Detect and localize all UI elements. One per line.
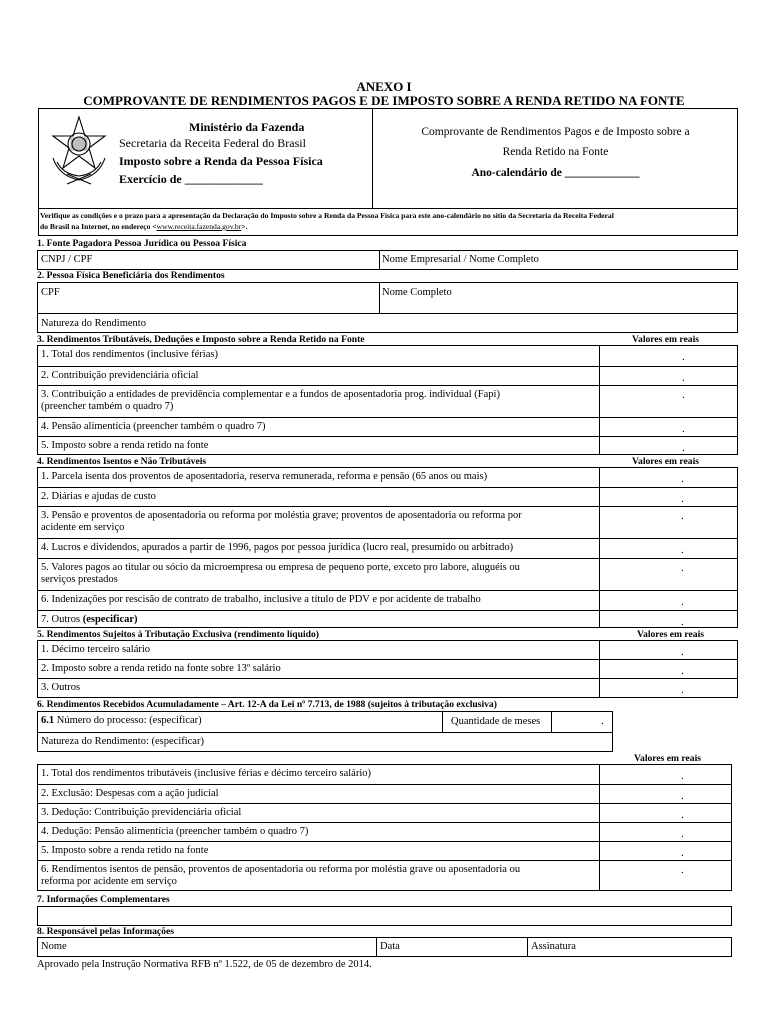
s4-row-5-value-field[interactable] xyxy=(599,558,738,591)
s4-row-5-label-line2: serviços prestados xyxy=(41,574,118,585)
s6-row-1-value-field[interactable] xyxy=(599,764,732,785)
s3-row-2-value-field[interactable] xyxy=(599,366,738,386)
s5-row-3-text: 3. Outros xyxy=(41,682,81,693)
s4-row-2-value-field[interactable] xyxy=(599,487,738,507)
receita-link[interactable]: www.receita.fazenda.gov.br xyxy=(156,222,242,231)
s6-row-5-value: . xyxy=(681,847,684,859)
s3-row-1-label xyxy=(41,349,218,361)
date-label: Data xyxy=(380,941,400,952)
section3-title: 3. Rendimentos Tributáveis, Deduções e Imposto sobre a Renda Retido na Fonte xyxy=(37,334,365,345)
s5-row-3-value-field[interactable] xyxy=(599,678,738,698)
s5-row-3-label xyxy=(41,682,80,694)
responsible-name-field[interactable] xyxy=(37,937,377,957)
ministry-name: Ministério da Fazenda xyxy=(189,120,305,134)
s5-row-2-label xyxy=(41,663,281,675)
s3-row-4-label xyxy=(41,421,266,433)
s5-row-2-value-field[interactable] xyxy=(599,659,738,679)
cnpj-label: CNPJ / CPF xyxy=(41,254,93,265)
s6-row-4-value: . xyxy=(681,828,684,840)
s4-row-4-text: 4. Lucros e dividendos, apurados a partir de 1996, pagos por pessoa jurídica (lucro real, presumido ou arbitrado) xyxy=(41,542,514,553)
income-nature-label: Natureza do Rendimento xyxy=(41,318,146,329)
beneficiary-name-label: Nome Completo xyxy=(382,287,452,298)
section6-values-label: Valores em reais xyxy=(634,753,701,764)
s5-row-1-value-field[interactable] xyxy=(599,640,738,660)
s6-row-5-value-field[interactable] xyxy=(599,841,732,861)
s3-row-5-value: . xyxy=(682,442,685,454)
s3-row-4-value: . xyxy=(682,423,685,435)
s4-row-1-text: 1. Parcela isenta dos proventos de aposentadoria, reserva remunerada, reforma e pensão (65 anos ou mais) xyxy=(41,471,488,482)
s6-row-6-label xyxy=(41,864,520,876)
section5-title: 5. Rendimentos Sujeitos à Tributação Exclusiva (rendimento líquido) xyxy=(37,629,319,640)
s4-row-4-value: . xyxy=(681,544,684,556)
s4-row-2-label xyxy=(41,491,156,503)
section4-title: 4. Rendimentos Isentos e Não Tributáveis xyxy=(37,456,207,467)
calendar-year-field: Ano-calendário de _____________ xyxy=(471,167,640,179)
s6-row-2-value: . xyxy=(681,790,684,802)
s4-row-7-value: . xyxy=(681,616,684,628)
notice-text-suffix: >. xyxy=(241,222,248,231)
receipt-title-line2: Renda Retido na Fonte xyxy=(502,146,609,158)
s3-row-3-label-line2: (preencher também o quadro 7) xyxy=(41,401,174,412)
s4-row-6-label xyxy=(41,594,481,606)
s4-row-1-value: . xyxy=(681,473,684,485)
s3-row-3-value: . xyxy=(682,389,685,401)
s3-row-2-value: . xyxy=(682,372,685,384)
accumulated-nature-label: Natureza do Rendimento: (especificar) xyxy=(41,736,204,747)
s4-row-4-label xyxy=(41,542,513,554)
s4-row-4-value-field[interactable] xyxy=(599,538,738,559)
form-title: COMPROVANTE DE RENDIMENTOS PAGOS E DE IMPOSTO SOBRE A RENDA RETIDO NA FONTE xyxy=(83,93,685,108)
signature-label: Assinatura xyxy=(531,941,576,952)
exercise-field: Exercício de _____________ xyxy=(119,172,263,186)
s6-row-6-text: 6. Rendimentos isentos de pensão, proventos de aposentadoria ou reforma por moléstia grave ou aposentadoria ou xyxy=(41,864,521,875)
s3-row-2-label xyxy=(41,370,198,382)
s5-row-1-text: 1. Décimo terceiro salário xyxy=(41,644,151,655)
receipt-title-line1: Comprovante de Rendimentos Pagos e de Imposto sobre a xyxy=(421,126,690,138)
section5-values-label: Valores em reais xyxy=(637,629,704,640)
s6-row-3-label xyxy=(41,807,241,819)
months-value: . xyxy=(601,715,604,727)
s4-row-1-value-field[interactable] xyxy=(599,467,738,488)
s6-row-6-value-field[interactable] xyxy=(599,860,732,891)
s6-row-2-value-field[interactable] xyxy=(599,784,732,804)
beneficiary-cpf-label: CPF xyxy=(41,287,60,298)
s6-row-6-value: . xyxy=(681,864,684,876)
tax-name: Imposto sobre a Renda da Pessoa Física xyxy=(119,154,323,168)
notice-text-prefix: do Brasil na Internet, no endereço < xyxy=(40,222,157,231)
beneficiary-cpf-field[interactable] xyxy=(37,282,380,314)
s4-row-5-label xyxy=(41,562,520,574)
s6-row-1-value: . xyxy=(681,770,684,782)
section8-title: 8. Responsável pelas Informações xyxy=(37,926,174,937)
process-number-code: 6.1 xyxy=(41,715,55,726)
secretariat-name: Secretaria da Receita Federal do Brasil xyxy=(119,136,306,150)
s4-row-2-text: 2. Diárias e ajudas de custo xyxy=(41,491,156,502)
s6-row-1-label xyxy=(41,768,371,780)
section3-values-label: Valores em reais xyxy=(632,334,699,345)
s6-row-3-value-field[interactable] xyxy=(599,803,732,823)
s6-row-2-label xyxy=(41,788,219,800)
section2-title: 2. Pessoa Física Beneficiária dos Rendimentos xyxy=(37,270,225,281)
s4-row-6-value-field[interactable] xyxy=(599,590,738,611)
notice-text-line2 xyxy=(40,222,247,232)
s5-row-2-text: 2. Imposto sobre a renda retido na fonte sobre 13º salário xyxy=(41,663,281,674)
s6-row-5-text: 5. Imposto sobre a renda retido na fonte xyxy=(41,845,209,856)
s3-row-3-value-field[interactable] xyxy=(599,385,738,418)
s3-row-4-text: 4. Pensão alimentícia (preencher também o quadro 7) xyxy=(41,421,266,432)
s6-row-3-value: . xyxy=(681,809,684,821)
s4-row-3-value-field[interactable] xyxy=(599,506,738,539)
section6-title: 6. Rendimentos Recebidos Acumuladamente – Art. 12-A da Lei nº 7.713, de 1988 (sujeitos à tributação exclusiva) xyxy=(37,699,497,710)
s6-row-1-text: 1. Total dos rendimentos tributáveis (inclusive férias e décimo terceiro salário) xyxy=(41,768,372,779)
s6-row-4-value-field[interactable] xyxy=(599,822,732,842)
section1-title: 1. Fonte Pagadora Pessoa Jurídica ou Pessoa Física xyxy=(37,238,247,249)
s4-row-3-value: . xyxy=(681,510,684,522)
s3-row-1-value-field[interactable] xyxy=(599,345,738,367)
s6-row-4-label xyxy=(41,826,308,838)
s3-row-5-text: 5. Imposto sobre a renda retido na fonte xyxy=(41,440,209,451)
s4-row-3-text: 3. Pensão e proventos de aposentadoria ou reforma por moléstia grave; proventos de aposentadoria ou reforma por xyxy=(41,510,522,521)
s5-row-1-value: . xyxy=(681,646,684,658)
s6-row-3-text: 3. Dedução: Contribuição previdenciária oficial xyxy=(41,807,242,818)
coat-of-arms-icon xyxy=(45,114,113,186)
s4-row-7-value-field[interactable] xyxy=(599,610,738,628)
s5-row-3-value: . xyxy=(681,684,684,696)
s4-row-5-text: 5. Valores pagos ao titular ou sócio da microempresa ou empresa de pequeno porte, exceto pro labore, aluguéis ou xyxy=(41,562,520,573)
s6-row-2-text: 2. Exclusão: Despesas com a ação judicial xyxy=(41,788,219,799)
s5-row-3-label-cell xyxy=(37,678,600,698)
s4-row-7-specify: (especificar) xyxy=(82,614,138,625)
s6-row-5-label xyxy=(41,845,208,857)
s5-row-2-value: . xyxy=(681,665,684,677)
s3-row-5-label xyxy=(41,440,208,452)
s5-row-1-label xyxy=(41,644,150,656)
process-number-text: Número do processo: (especificar) xyxy=(54,715,202,726)
approval-footer: Aprovado pela Instrução Normativa RFB nº 1.522, de 05 de dezembro de 2014. xyxy=(37,959,372,970)
process-number-label xyxy=(41,715,202,727)
s3-row-4-value-field[interactable] xyxy=(599,417,738,437)
s4-row-5-value: . xyxy=(681,562,684,574)
s4-row-3-label-line2: acidente em serviço xyxy=(41,522,125,533)
complementary-info-field[interactable] xyxy=(37,906,732,926)
s4-row-7-text: 7. Outros xyxy=(41,614,83,625)
s3-row-2-text: 2. Contribuição previdenciária oficial xyxy=(41,370,199,381)
s4-row-1-label xyxy=(41,471,487,483)
s6-row-4-text: 4. Dedução: Pensão alimentícia (preencher também o quadro 7) xyxy=(41,826,309,837)
s3-row-3-label xyxy=(41,389,500,401)
months-label: Quantidade de meses xyxy=(451,716,541,727)
s4-row-6-value: . xyxy=(681,596,684,608)
s4-row-2-value: . xyxy=(681,493,684,505)
s4-row-3-label xyxy=(41,510,522,522)
annex-label: ANEXO I xyxy=(356,79,412,94)
notice-text-line1: Verifique as condições e o prazo para a apresentação da Declaração do Imposto sobre a Renda da Pessoa Física para este ano-calendário no sítio da Secretaria da Receita Federal xyxy=(40,211,614,220)
responsible-name-label: Nome xyxy=(41,941,67,952)
s3-row-3-text: 3. Contribuição a entidades de previdência complementar e a fundos de aposentadoria prog. individual (Fapi) xyxy=(41,389,500,400)
s6-row-6-label-line2: reforma por acidente em serviço xyxy=(41,876,177,887)
section7-title: 7. Informações Complementares xyxy=(37,894,170,905)
s4-row-6-text: 6. Indenizações por rescisão de contrato de trabalho, inclusive a título de PDV e por acidente de trabalho xyxy=(41,594,481,605)
s3-row-1-text: 1. Total dos rendimentos (inclusive férias) xyxy=(41,349,218,360)
s4-row-7-label xyxy=(41,614,138,626)
s3-row-1-value: . xyxy=(682,351,685,363)
section4-values-label: Valores em reais xyxy=(632,456,699,467)
payer-name-label: Nome Empresarial / Nome Completo xyxy=(382,254,539,265)
s3-row-5-value-field[interactable] xyxy=(599,436,738,455)
